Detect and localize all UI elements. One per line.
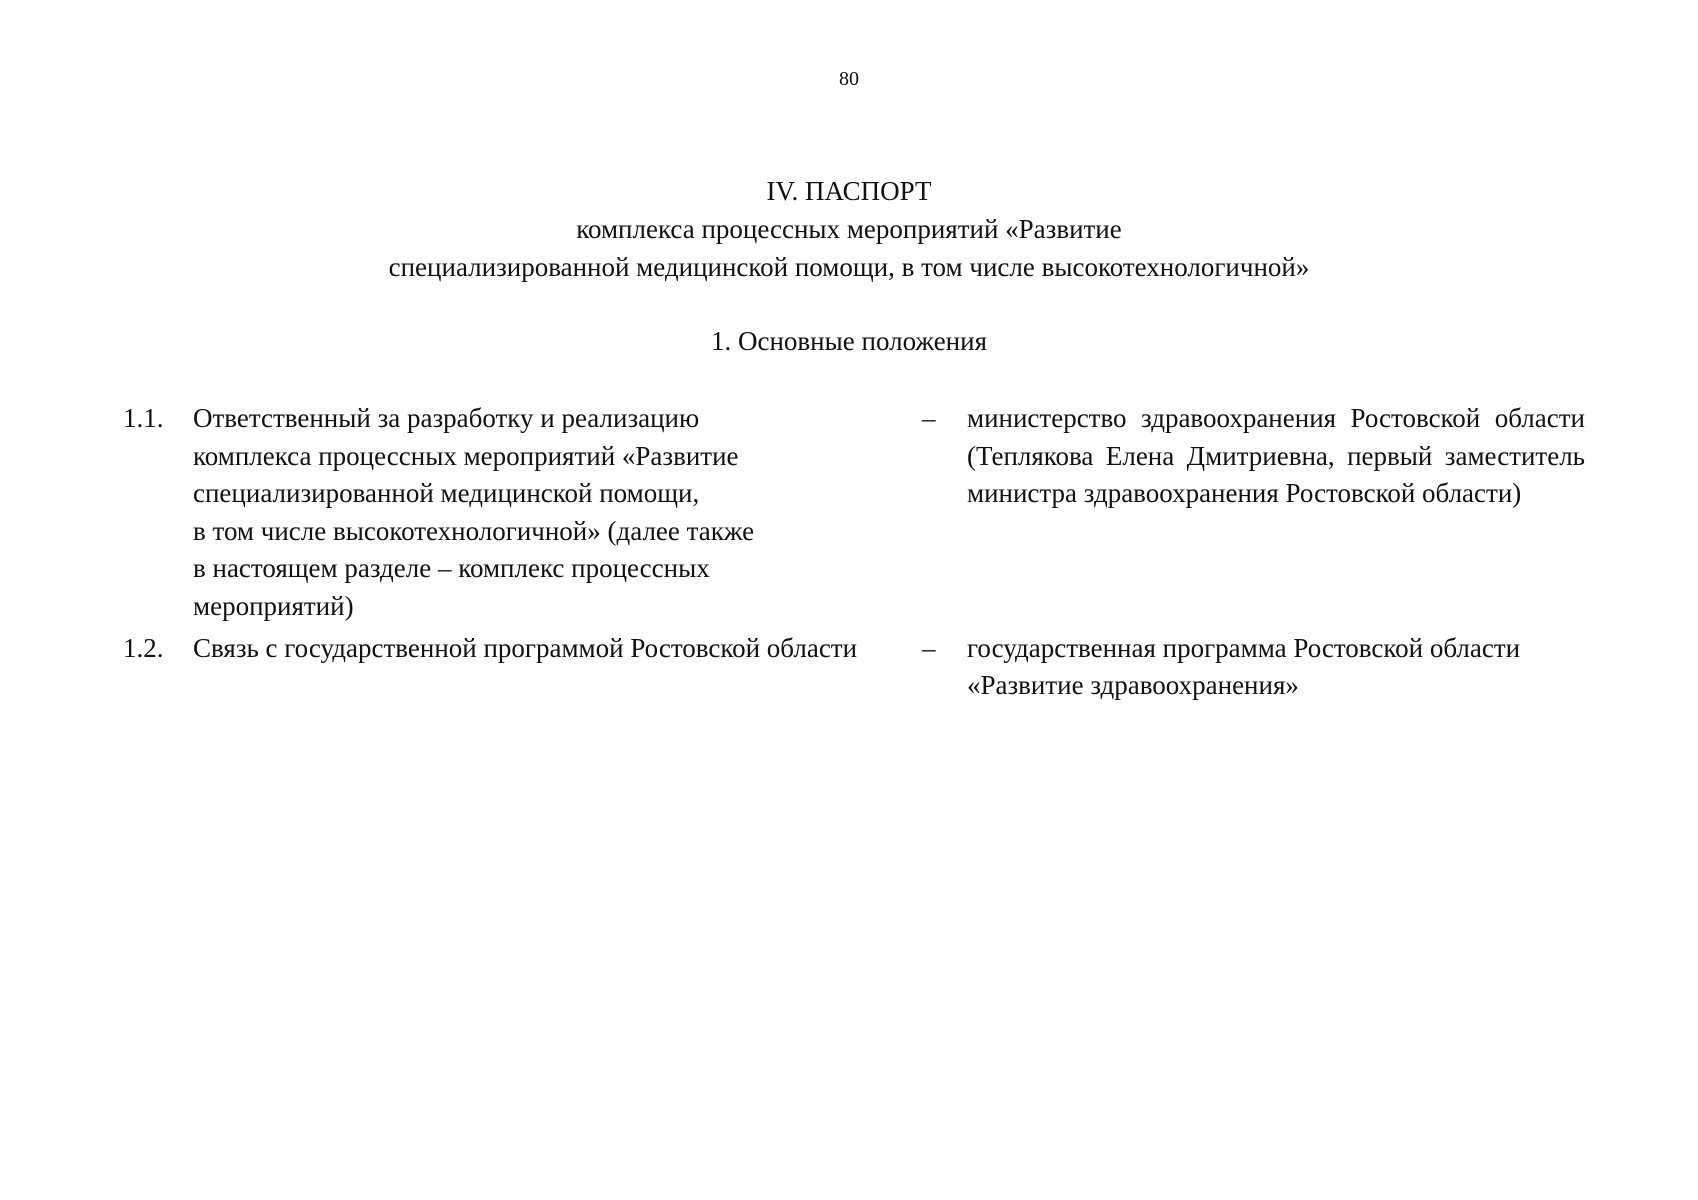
- item-dash: –: [922, 632, 936, 663]
- item-number: 1.1.: [123, 403, 164, 433]
- provisions-list: [0, 400, 1698, 705]
- item-label-line: Ответственный за разработку и реализацию: [193, 403, 700, 433]
- provision-item: [0, 630, 1698, 705]
- section-heading: 1. Основные положения: [711, 326, 987, 356]
- item-value-line: «Развитие здравоохранения»: [967, 670, 1299, 701]
- item-label-line: мероприятий): [193, 590, 354, 621]
- title-line-2: комплекса процессных мероприятий «Развитие: [576, 214, 1122, 244]
- title-line-3: специализированной медицинской помощи, в том числе высокотехнологичной»: [388, 252, 1310, 282]
- item-label: [193, 400, 928, 626]
- item-label-line: Связь с государственной программой Ростовской области: [193, 632, 858, 663]
- item-dash: –: [922, 403, 936, 433]
- item-value: [967, 630, 1585, 705]
- title-line-1: IV. ПАСПОРТ: [766, 176, 932, 206]
- item-label-line: в настоящем разделе – комплекс процессных: [193, 553, 710, 584]
- item-label-line: специализированной медицинской помощи,: [193, 478, 700, 509]
- item-label: [193, 630, 928, 705]
- passport-title: [0, 172, 1698, 286]
- item-label-line: комплекса процессных мероприятий «Развитие: [193, 440, 739, 471]
- item-label-line: в том числе высокотехнологичной» (далее также: [193, 515, 755, 546]
- item-value-line: государственная программа Ростовской области: [967, 632, 1521, 663]
- item-value: министерство здравоохранения Ростовской области (Теплякова Елена Дмитриевна, первый заместитель министра здравоохранения Ростовской области): [967, 403, 1585, 509]
- provision-item: [0, 400, 1698, 626]
- item-label-line-spacer: [193, 667, 928, 705]
- page-number: 80: [839, 68, 859, 90]
- item-number: 1.2.: [123, 632, 164, 663]
